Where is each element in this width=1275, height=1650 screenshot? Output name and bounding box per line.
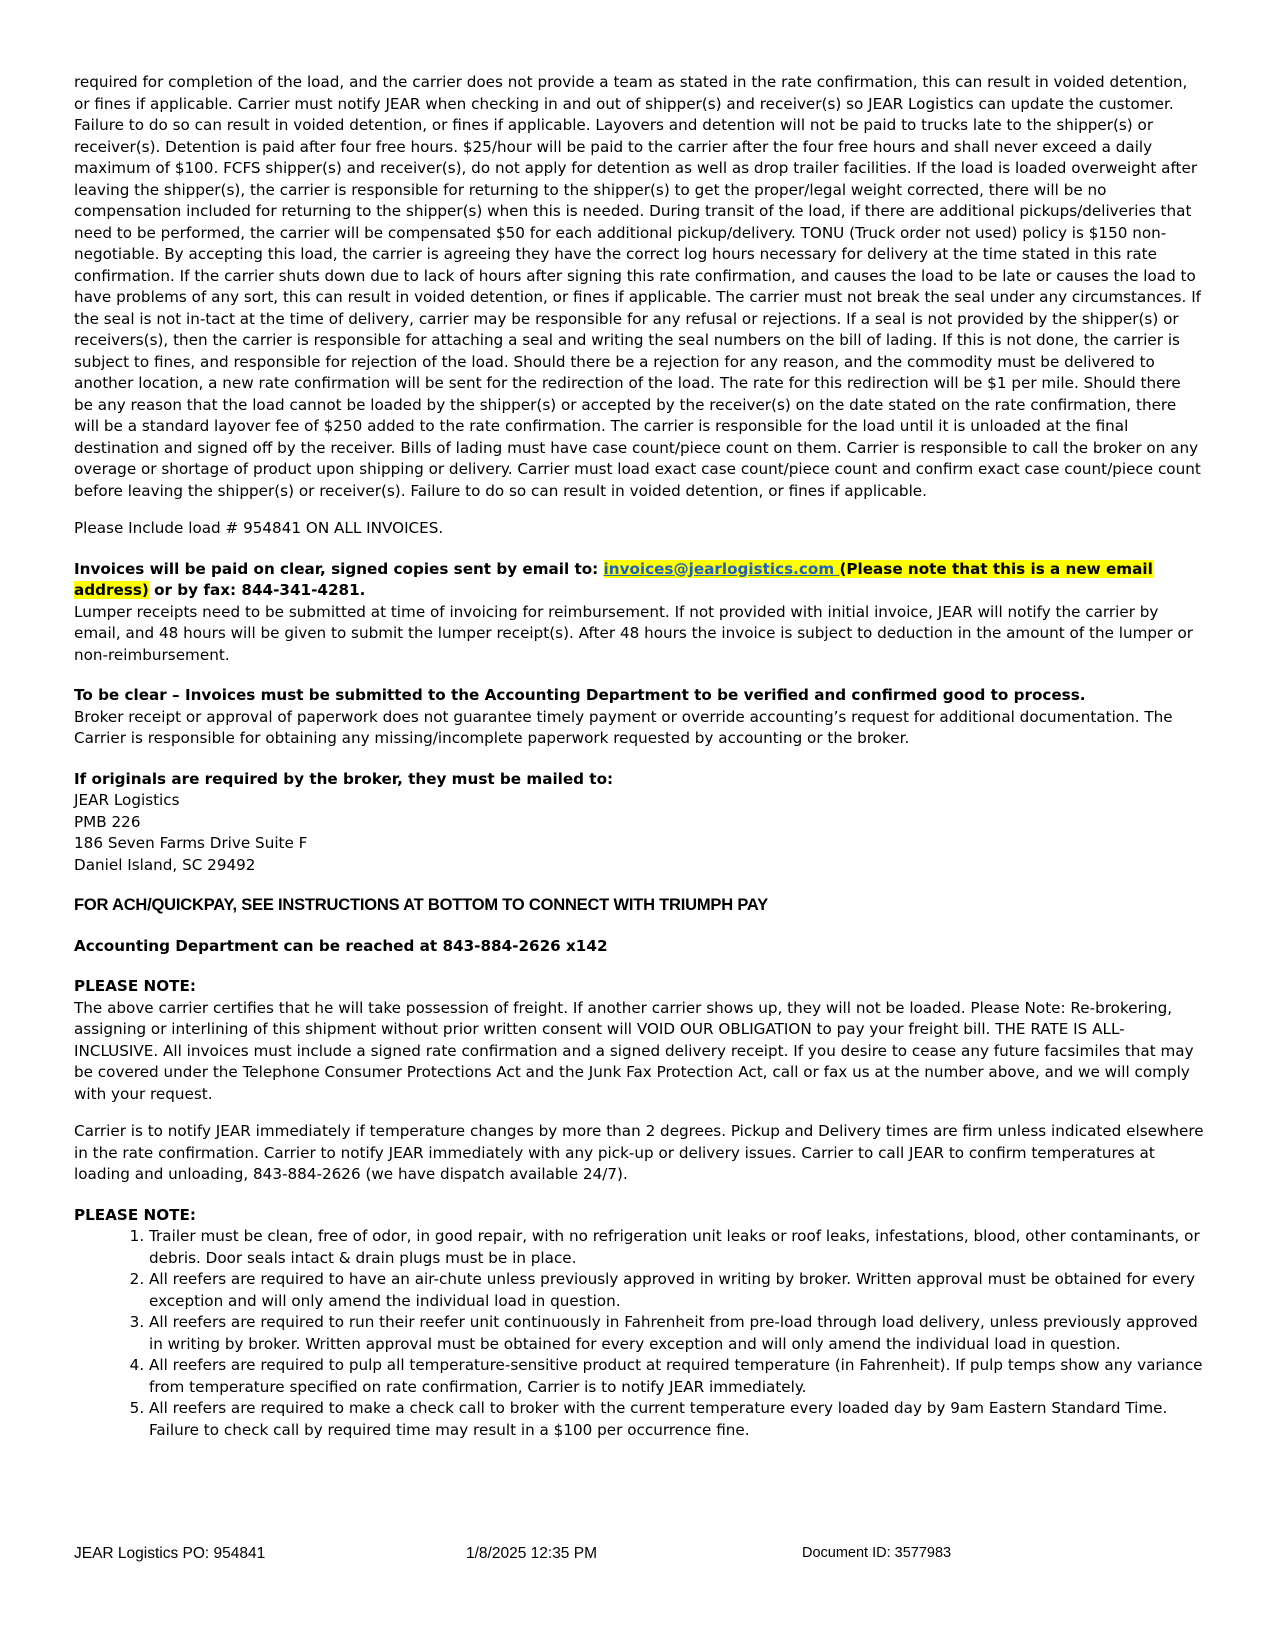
originals-heading: If originals are required by the broker, they must be mailed to: [74, 769, 614, 788]
please-note-heading-2: PLEASE NOTE: [74, 1205, 196, 1224]
address-line: Daniel Island, SC 29492 [74, 855, 256, 874]
invoices-email-link[interactable]: invoices@jearlogistics.com [603, 559, 840, 578]
list-item: 5. All reefers are required to make a check call to broker with the current temperature every loaded day by 9am Eastern Standard Time. Failure to check call by required time may result in a $100 per occurrence fine. [149, 1398, 1204, 1441]
temperature-paragraph: Carrier is to notify JEAR immediately if temperature changes by more than 2 degrees. Pickup and Delivery times are firm unless indicated elsewhere in the rate confirmation. Carrier to notify JEAR immediately with any pick-up or delivery issues. Carrier to call JEAR to confirm temperatures at loading and unloading, 843-884-2626 (we have dispatch available 24/7). [74, 1122, 1204, 1183]
address-line: JEAR Logistics [74, 791, 180, 809]
invoices-lead: Invoices will be paid on clear, signed copies sent by email to: [74, 559, 604, 578]
please-note-text: The above carrier certifies that he will take possession of freight. If another carrier shows up, they will not be loaded. Please Note: Re-brokering, assigning or interlining of this shipment without prior written consent will VOID OUR OBLIGATION to pay your freight bill. THE RATE IS ALL-INCLUSIVE. All invoices must include a signed rate confirmation and a signed delivery receipt. If you desire to cease any future facsimiles that may be covered under the Telephone Consumer Protections Act and the Junk Fax Protection Act, call or fax us at the number above, and we will comply with your request. [74, 998, 1194, 1103]
include-load-line: Please Include load # 954841 ON ALL INVOICES. [74, 519, 444, 537]
list-item: 2. All reefers are required to have an air-chute unless previously approved in writing by broker. Written approval must be obtained for every exception and will only amend the individual load in question. [149, 1269, 1204, 1312]
footer-po: JEAR Logistics PO: 954841 [74, 1545, 266, 1562]
footer-datetime: 1/8/2025 12:35 PM [466, 1545, 597, 1562]
page-footer [74, 1545, 1204, 1567]
list-item: 4. All reefers are required to pulp all temperature-sensitive product at required temperature (in Fahrenheit). If pulp temps show any variance from temperature specified on rate confirmation, Carrier is to notify JEAR immediately. [149, 1355, 1204, 1398]
document-body [74, 72, 1204, 1441]
lumper-paragraph: Lumper receipts need to be submitted at time of invoicing for reimbursement. If not provided with initial invoice, JEAR will notify the carrier by email, and 48 hours will be given to submit the lumper receipt(s). After 48 hours the invoice is subject to deduction in the amount of the lumper or non-reimbursement. [74, 602, 1193, 664]
invoices-fax: or by fax: 844-341-4281. [148, 581, 366, 599]
address-line: 186 Seven Farms Drive Suite F [74, 834, 308, 852]
footer-document-id: Document ID: 3577983 [802, 1545, 952, 1561]
list-item: 1. Trailer must be clean, free of odor, in good repair, with no refrigeration unit leaks or roof leaks, infestations, blood, other contaminants, or debris. Door seals intact & drain plugs must be in place. [149, 1226, 1204, 1269]
list-item: 3. All reefers are required to run their reefer unit continuously in Fahrenheit from pre-load through load delivery, unless previously approved in writing by broker. Written approval must be obtained for every exception and will only amend the individual load in question. [149, 1312, 1204, 1355]
accounting-contact: Accounting Department can be reached at 843-884-2626 x142 [74, 936, 608, 955]
please-note-heading: PLEASE NOTE: [74, 977, 196, 995]
invoices-paragraph [74, 559, 1204, 602]
mailing-address [74, 790, 1204, 876]
clear-heading: To be clear – Invoices must be submitted to the Accounting Department to be verified and confirmed good to process. [74, 686, 1086, 704]
clear-text: Broker receipt or approval of paperwork does not guarantee timely payment or override accounting’s request for additional documentation. The Carrier is responsible for obtaining any missing/incomplete paperwork requested by accounting or the broker. [74, 707, 1173, 747]
terms-paragraph: required for completion of the load, and the carrier does not provide a team as stated in the rate confirmation, this can result in voided detention, or fines if applicable. Carrier must notify JEAR when checking in and out of shipper(s) and receiver(s) so JEAR Logistics can update the customer. Failure to do so can result in voided detention, or fines if applicable. Layovers and detention will not be paid to trucks late to the shipper(s) or receiver(s). Detention is paid after four free hours. $25/hour will be paid to the carrier after the four free hours and shall never exceed a daily maximum of $100. FCFS shipper(s) and receiver(s), do not apply for detention as well as drop trailer facilities. If the load is loaded overweight after leaving the shipper(s), the carrier is responsible for returning to the shipper(s) to get the proper/legal weight corrected, there will be no compensation included for returning to the shipper(s) when this is needed. During transit of the load, if there are additional pickups/deliveries that need to be performed, the carrier will be compensated $50 for each additional pickup/delivery. TONU (Truck order not used) policy is $150 non-negotiable. By accepting this load, the carrier is agreeing they have the correct log hours necessary for delivery at the time stated in this rate confirmation. If the carrier shuts down due to lack of hours after signing this rate confirmation, and causes the load to be late or causes the load to have problems of any sort, this can result in voided detention, or fines if applicable. The carrier must not break the seal under any circumstances. If the seal is not in-tact at the time of delivery, carrier may be responsible for any refusal or rejections. If a seal is not provided by the shipper(s) or receivers(s), then the carrier is responsible for attaching a seal and writing the seal numbers on the bill of lading. If this is not done, the carrier is subject to fines, and responsible for rejection of the load. Should there be a rejection for any reason, and the commodity must be delivered to another location, a new rate confirmation will be sent for the redirection of the load. The rate for this redirection will be $1 per mile. Should there be any reason that the load cannot be loaded by the shipper(s) or accepted by the receiver(s) on the date stated on the rate confirmation, there will be a standard layover fee of $250 added to the rate confirmation. The carrier is responsible for the load until it is unloaded at the final destination and signed off by the receiver. Bills of lading must have case count/piece count on them. Carrier is responsible to call the broker on any overage or shortage of product upon shipping or delivery. Carrier must load exact case count/piece count and confirm exact case count/piece count before leaving the shipper(s) or receiver(s). Failure to do so can result in voided detention, or fines if applicable. [74, 73, 1202, 500]
ach-instructions: FOR ACH/QUICKPAY, SEE INSTRUCTIONS AT BOTTOM TO CONNECT WITH TRIUMPH PAY [74, 896, 768, 914]
requirements-list [74, 1226, 1204, 1441]
invoices-note: (Please note that this is a new email address) [74, 559, 1153, 599]
address-line: PMB 226 [74, 812, 141, 831]
